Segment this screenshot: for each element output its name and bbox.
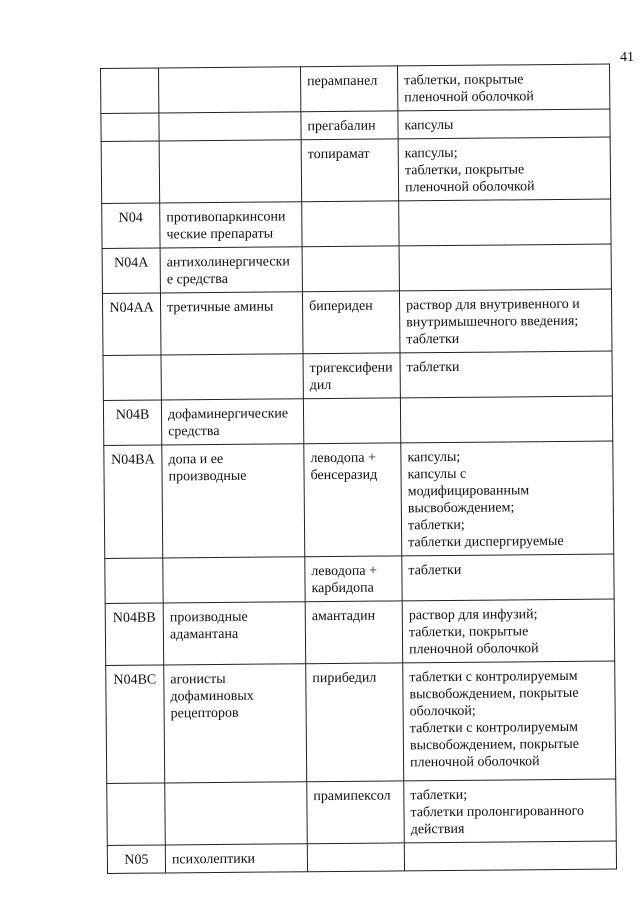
cell-text-line: N05 xyxy=(124,852,149,868)
cell-text-line: пленочной оболочкой xyxy=(410,754,540,771)
drug-name-cell xyxy=(303,398,400,444)
cell-text-line: раствор для внутривенного и xyxy=(406,296,580,314)
drug-name-cell xyxy=(304,443,402,557)
cell-text-line: N04AA xyxy=(109,300,154,316)
cell-text-line: N04BB xyxy=(112,610,156,626)
cell-text-line: таблетки; xyxy=(410,787,468,804)
dosage-form-cell xyxy=(402,599,615,663)
group-name-cell xyxy=(159,140,302,203)
table-row xyxy=(106,661,616,783)
cell-text-line: дофаминовых xyxy=(170,688,254,705)
dosage-form-cell xyxy=(399,199,611,246)
cell-text-line: таблетки с контролируемым xyxy=(409,668,578,686)
cell-text-line: таблетки диспергируемые xyxy=(408,533,564,551)
cell-text-line: таблетки xyxy=(406,359,460,376)
group-name-cell xyxy=(164,664,307,783)
cell-text-line: производные xyxy=(169,609,248,626)
drug-name-cell xyxy=(305,556,402,602)
atc-code-cell xyxy=(105,558,163,604)
atc-code-cell xyxy=(101,68,159,114)
group-name-cell xyxy=(161,399,303,445)
cell-text-line: третичные амины xyxy=(167,299,274,316)
group-name-cell xyxy=(160,292,303,355)
group-name-cell xyxy=(162,444,305,558)
table-row xyxy=(105,554,614,603)
atc-code-cell xyxy=(101,141,160,204)
cell-text-line: таблетки xyxy=(406,331,460,348)
cell-text-line: N04BC xyxy=(113,672,157,688)
table-row xyxy=(104,441,614,558)
table-row xyxy=(101,64,610,113)
cell-text-line: таблетки, покрытые xyxy=(404,162,525,179)
cell-text-line: бипериден xyxy=(309,298,373,315)
cell-text-line: амантадин xyxy=(311,608,376,625)
cell-text-line: таблетки с контролируемым xyxy=(409,719,579,737)
cell-text-line: капсулы xyxy=(404,117,454,134)
cell-text-line: дил xyxy=(309,377,332,394)
cell-text-line: средства xyxy=(168,423,220,440)
table-row xyxy=(102,289,612,355)
table-row xyxy=(105,599,615,665)
cell-text-line: капсулы; xyxy=(407,449,461,466)
cell-text-line: N04BA xyxy=(111,452,155,468)
cell-text-line: N04 xyxy=(118,210,143,226)
cell-text-line: перампанел xyxy=(307,73,378,90)
drug-name-cell xyxy=(305,601,403,664)
drug-name-cell xyxy=(302,291,400,354)
table-row xyxy=(102,244,611,293)
drug-name-cell xyxy=(301,139,399,202)
cell-text-line: таблетки; xyxy=(407,517,465,534)
cell-text-line: таблетки xyxy=(408,562,462,579)
group-name-cell xyxy=(165,844,307,873)
table-row xyxy=(101,109,610,141)
table-row xyxy=(101,137,611,203)
table-row xyxy=(102,199,611,248)
cell-text-line: агонисты xyxy=(170,671,226,688)
cell-text-line: леводопа + xyxy=(311,563,378,580)
cell-text-line: оболочкой; xyxy=(409,703,476,720)
group-name-cell xyxy=(159,67,301,113)
cell-text-line: капсулы; xyxy=(404,145,458,162)
drug-name-cell xyxy=(300,66,397,112)
group-name-cell xyxy=(163,557,305,603)
dosage-form-cell xyxy=(404,779,617,843)
cell-text-line: таблетки, покрытые xyxy=(404,72,524,89)
atc-code-cell xyxy=(102,203,160,249)
cell-text-line: внутримышечного введения; xyxy=(406,313,579,331)
cell-text-line: антихолинергически xyxy=(166,254,290,271)
cell-text-line: дофаминергические xyxy=(167,406,289,423)
drug-name-cell xyxy=(307,781,405,844)
atc-code-cell xyxy=(101,113,159,142)
cell-text-line: N04B xyxy=(115,407,150,423)
dosage-form-cell xyxy=(398,109,610,139)
group-name-cell xyxy=(159,112,301,141)
cell-text-line: рецепторов xyxy=(170,705,239,722)
atc-code-cell xyxy=(105,603,164,666)
drug-name-cell xyxy=(301,111,398,140)
cell-text-line: действия xyxy=(410,821,465,838)
drug-name-cell xyxy=(302,201,399,247)
atc-code-cell xyxy=(103,400,161,446)
page-number: 41 xyxy=(620,50,634,65)
group-name-cell xyxy=(165,782,308,845)
atc-code-cell xyxy=(104,445,163,559)
cell-text-line: модифицированным xyxy=(407,483,530,500)
atc-code-cell xyxy=(103,355,161,401)
cell-text-line: е средства xyxy=(166,271,228,288)
cell-text-line: высвобождением; xyxy=(407,500,515,517)
dosage-form-cell xyxy=(403,661,616,781)
atc-code-cell xyxy=(107,783,166,846)
dosage-form-cell xyxy=(397,64,609,111)
group-name-cell xyxy=(160,202,302,248)
drug-name-cell xyxy=(302,246,399,292)
dosage-form-cell xyxy=(402,554,614,601)
atc-code-cell xyxy=(107,845,165,874)
cell-text-line: производные xyxy=(168,468,247,485)
cell-text-line: N04A xyxy=(114,255,149,271)
cell-text-line: тригексифени xyxy=(309,360,393,377)
table-row xyxy=(107,841,616,873)
drug-name-cell xyxy=(307,843,404,872)
cell-text-line: психолептики xyxy=(171,851,256,868)
dosage-form-cell xyxy=(401,441,614,556)
atc-code-cell xyxy=(102,248,160,294)
dosage-form-cell xyxy=(404,841,616,871)
cell-text-line: бенсеразид xyxy=(310,467,378,484)
cell-text-line: высвобождением, покрытые xyxy=(409,685,579,703)
cell-text-line: пленочной оболочкой xyxy=(404,89,534,106)
cell-text-line: прегабалин xyxy=(307,118,376,135)
atc-code-cell xyxy=(106,665,165,784)
group-name-cell xyxy=(161,354,303,400)
cell-text-line: ческие препараты xyxy=(166,226,274,243)
drug-name-cell xyxy=(306,663,404,782)
group-name-cell xyxy=(160,247,302,293)
cell-text-line: топирамат xyxy=(307,146,370,163)
dosage-form-cell xyxy=(398,137,611,201)
cell-text-line: капсулы с xyxy=(407,466,467,483)
cell-text-line: пирибедил xyxy=(312,670,377,687)
drug-table xyxy=(100,64,617,874)
cell-text-line: таблетки, покрытые xyxy=(408,624,529,641)
cell-text-line: высвобождением, покрытые xyxy=(409,736,580,754)
cell-text-line: таблетки пролонгированного xyxy=(410,803,585,821)
cell-text-line: раствор для инфузий; xyxy=(408,607,538,624)
table-row xyxy=(103,396,612,445)
cell-text-line: пленочной оболочкой xyxy=(404,179,535,196)
cell-text-line: прамипексол xyxy=(313,788,391,805)
table-row xyxy=(107,779,617,845)
cell-text-line: карбидопа xyxy=(311,580,374,597)
cell-text-line: противопаркинсони xyxy=(166,209,286,226)
dosage-form-cell xyxy=(399,244,611,291)
dosage-form-cell xyxy=(400,351,612,398)
dosage-form-cell xyxy=(400,396,612,443)
cell-text-line: адамантана xyxy=(169,626,239,643)
cell-text-line: леводопа + xyxy=(310,450,377,467)
cell-text-line: пленочной оболочкой xyxy=(409,641,539,658)
cell-text-line: допа и ее xyxy=(168,451,224,468)
table-row xyxy=(103,351,612,400)
group-name-cell xyxy=(163,602,306,665)
drug-name-cell xyxy=(303,353,400,399)
dosage-form-cell xyxy=(399,289,612,353)
atc-code-cell xyxy=(102,293,161,356)
